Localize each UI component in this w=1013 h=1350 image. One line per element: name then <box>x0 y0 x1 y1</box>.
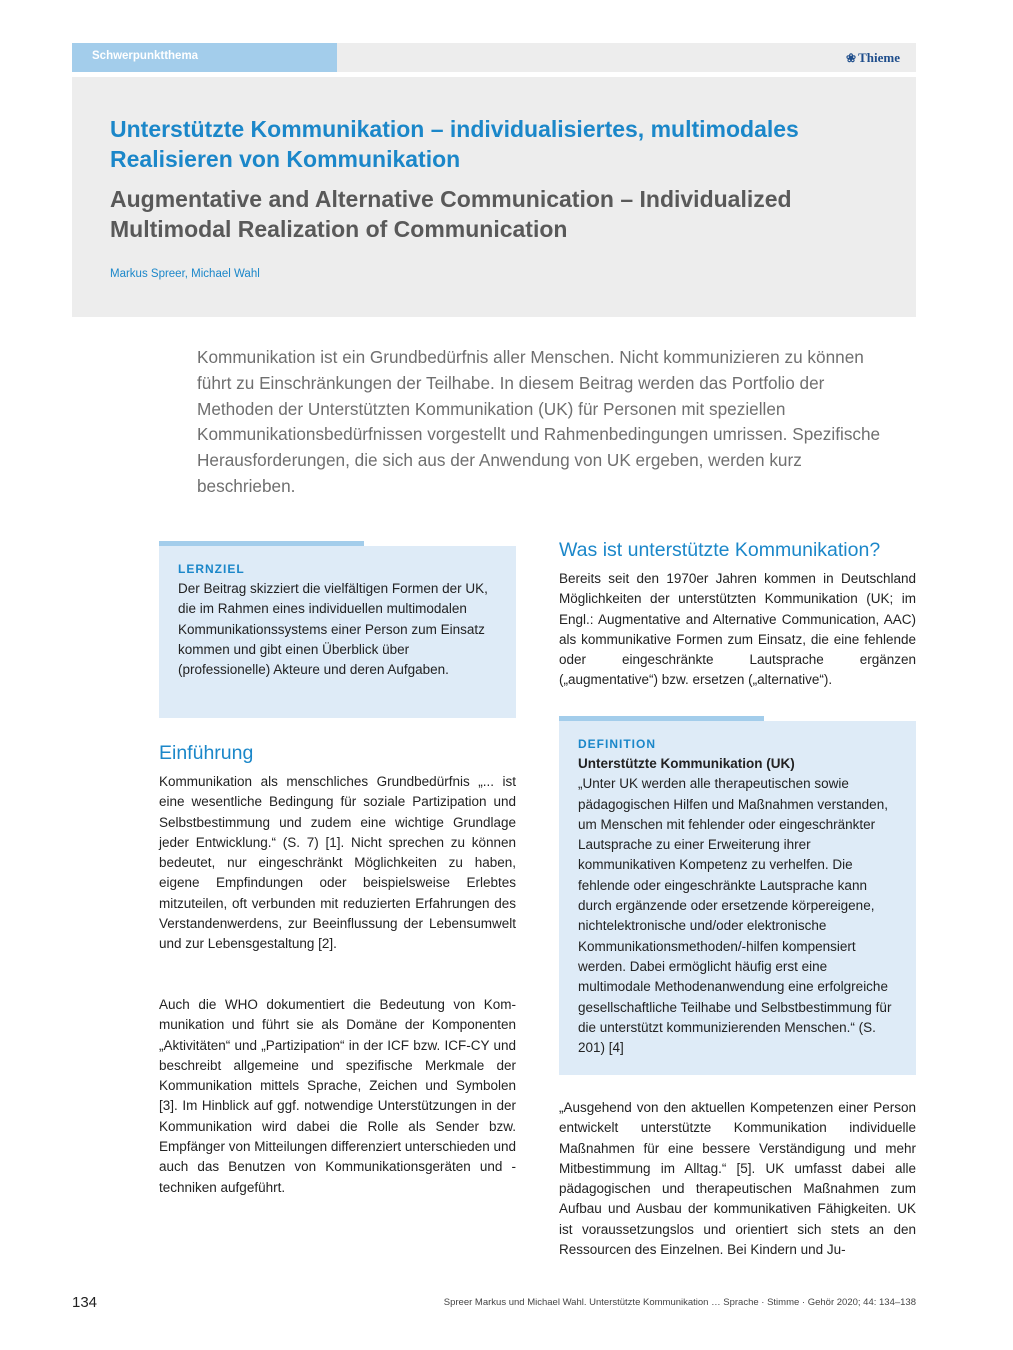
ausgehend-paragraph: „Ausgehend von den aktuellen Kompetenzen einer Person entwickelt unterstützte Kommunikation individuelle Maßnahmen für eine bessere Verständigung und mehr Mitbestimmung im Alltag.“ [5]. UK umfasst dabei alle pädagogischen und therapeutischen Maßnahmen zum Aufbau und Ausbau der kommunikativen Fähigkeiten. UK ist voraussetzungslos und orientiert sich stets an den Ressourcen des Einzelnen. Bei Kindern und Ju- <box>559 1100 916 1258</box>
section-label: Schwerpunktthema <box>72 43 337 72</box>
publisher-name: Thieme <box>858 50 900 65</box>
definition-text: „Unter UK werden alle therapeutischen sowie pädagogischen Hilfen und Maßnahmen verstanden, um Menschen mit fehlender oder eingeschränkter Lautsprache zu einer Erweiterung ihrer kommunikativen Kompetenz zu verhelfen. Die fehlende oder eingeschränkte Lautsprache kann durch ergänzende oder ersetzende körpereigene, nichtelektronische und/oder elektronische Kommunikationsmethoden/-hilfen kompensiert werden. Dabei ermöglicht häufig erst eine multimodale Methodenanwendung eine erfolgreiche gesellschaftliche Teilhabe und Selbstbestimmung für die unterstützt kommunizierenden Menschen.“ (S. 201) [4] <box>578 776 892 1056</box>
journal-header-bar <box>72 43 916 72</box>
einfuehrung-paragraph-1: Kommunikation als menschliches Grundbedürfnis „... ist eine wesentliche Bedingung für soziale Partizipation und Selbstbestimmung und zudem eine wichtige Grundlage jeder Entwicklung.“ (S. 7) [1]. Nicht sprechen zu können bedeutet, nur eingeschränkt Möglichkeiten zu haben, eigene Empfindungen oder beispielsweise Erlebtes mitzuteilen, oft verbunden mit reduzierten Erfahrungen des Verstandenwerdens, zur Beeinflussung der Lebensumwelt und zur Lebensgestaltung [2]. <box>159 774 516 952</box>
abstract: Kommunikation ist ein Grundbedürfnis aller Menschen. Nicht kommunizieren zu können führt zu Einschränkungen der Teilhabe. In diesem Beitrag werden das Portfolio der Methoden der Unterstützten Kommunikation (UK) für Personen mit speziellen Kommunikationsbedürfnissen vorgestellt und Rahmenbedingungen umrissen. Spezifische Herausforderungen, die sich aus der Anwendung von UK ergeben, werden kurz beschrieben. <box>197 347 881 496</box>
definition-box <box>559 716 916 1075</box>
article-header <box>72 77 916 317</box>
definition-label: DEFINITION <box>578 737 656 751</box>
lernziel-label: LERNZIEL <box>178 562 245 576</box>
was-ist-paragraph: Bereits seit den 1970er Jahren kommen in Deutschland Möglichkeiten der unterstützten Kommunikation (UK; im Engl.: Augmentative and Alternative Communication, AAC) als kommunikative Formen zum Einsatz, die eine fehlende oder eingeschränkte Lautsprache ergänzen („augmentative“) bzw. ersetzen („alternative“). <box>559 571 916 688</box>
publisher-logo <box>846 50 900 66</box>
definition-subtitle: Unterstützte Kommunikation (UK) <box>578 756 795 771</box>
heading-einfuehrung: Einführung <box>159 742 254 764</box>
title-english: Augmentative and Alternative Communication – Individualized Multimodal Realization of Communication <box>110 186 792 242</box>
einfuehrung-paragraph-2: Auch die WHO dokumentiert die Bedeutung von Kommunikation und führt sie als Domäne der Komponenten „Aktivitäten“ und „Partizipation“ in der ICF bzw. ICF-CY und beschreibt allgemeine und spezifische Merkmale der Kommunikation mittels Sprache, Zeichen und Symbolen [3]. Im Hinblick auf ggf. notwendige Unterstützungen in der Kommunikation wird dabei die Rolle als Sender bzw. Empfänger von Mitteilungen differenziert unterschieden und auch das Benutzen von Kommunikationsgeräten und -techniken aufgeführt. <box>159 997 516 1195</box>
thieme-logo-icon: ❀ <box>846 51 857 65</box>
lernziel-text: Der Beitrag skizziert die vielfältigen Formen der UK, die im Rahmen eines individuellen multimodalen Kommunikationssystems einer Person zum Einsatz kommen und gibt einen Überblick über (professionelle) Akteure und deren Aufgaben. <box>178 581 488 678</box>
citation-footer: Spreer Markus und Michael Wahl. Unterstützte Kommunikation … Sprache · Stimme · Gehör 2020; 44: 134–138 <box>443 1297 916 1308</box>
authors: Markus Spreer, Michael Wahl <box>110 268 260 280</box>
title-german: Unterstützte Kommunikation – individualisiertes, multimodales Realisieren von Kommunikation <box>110 116 799 172</box>
lernziel-box <box>159 541 516 718</box>
page-number: 134 <box>72 1294 98 1311</box>
heading-was-ist-uk: Was ist unterstützte Kommunikation? <box>559 539 881 561</box>
